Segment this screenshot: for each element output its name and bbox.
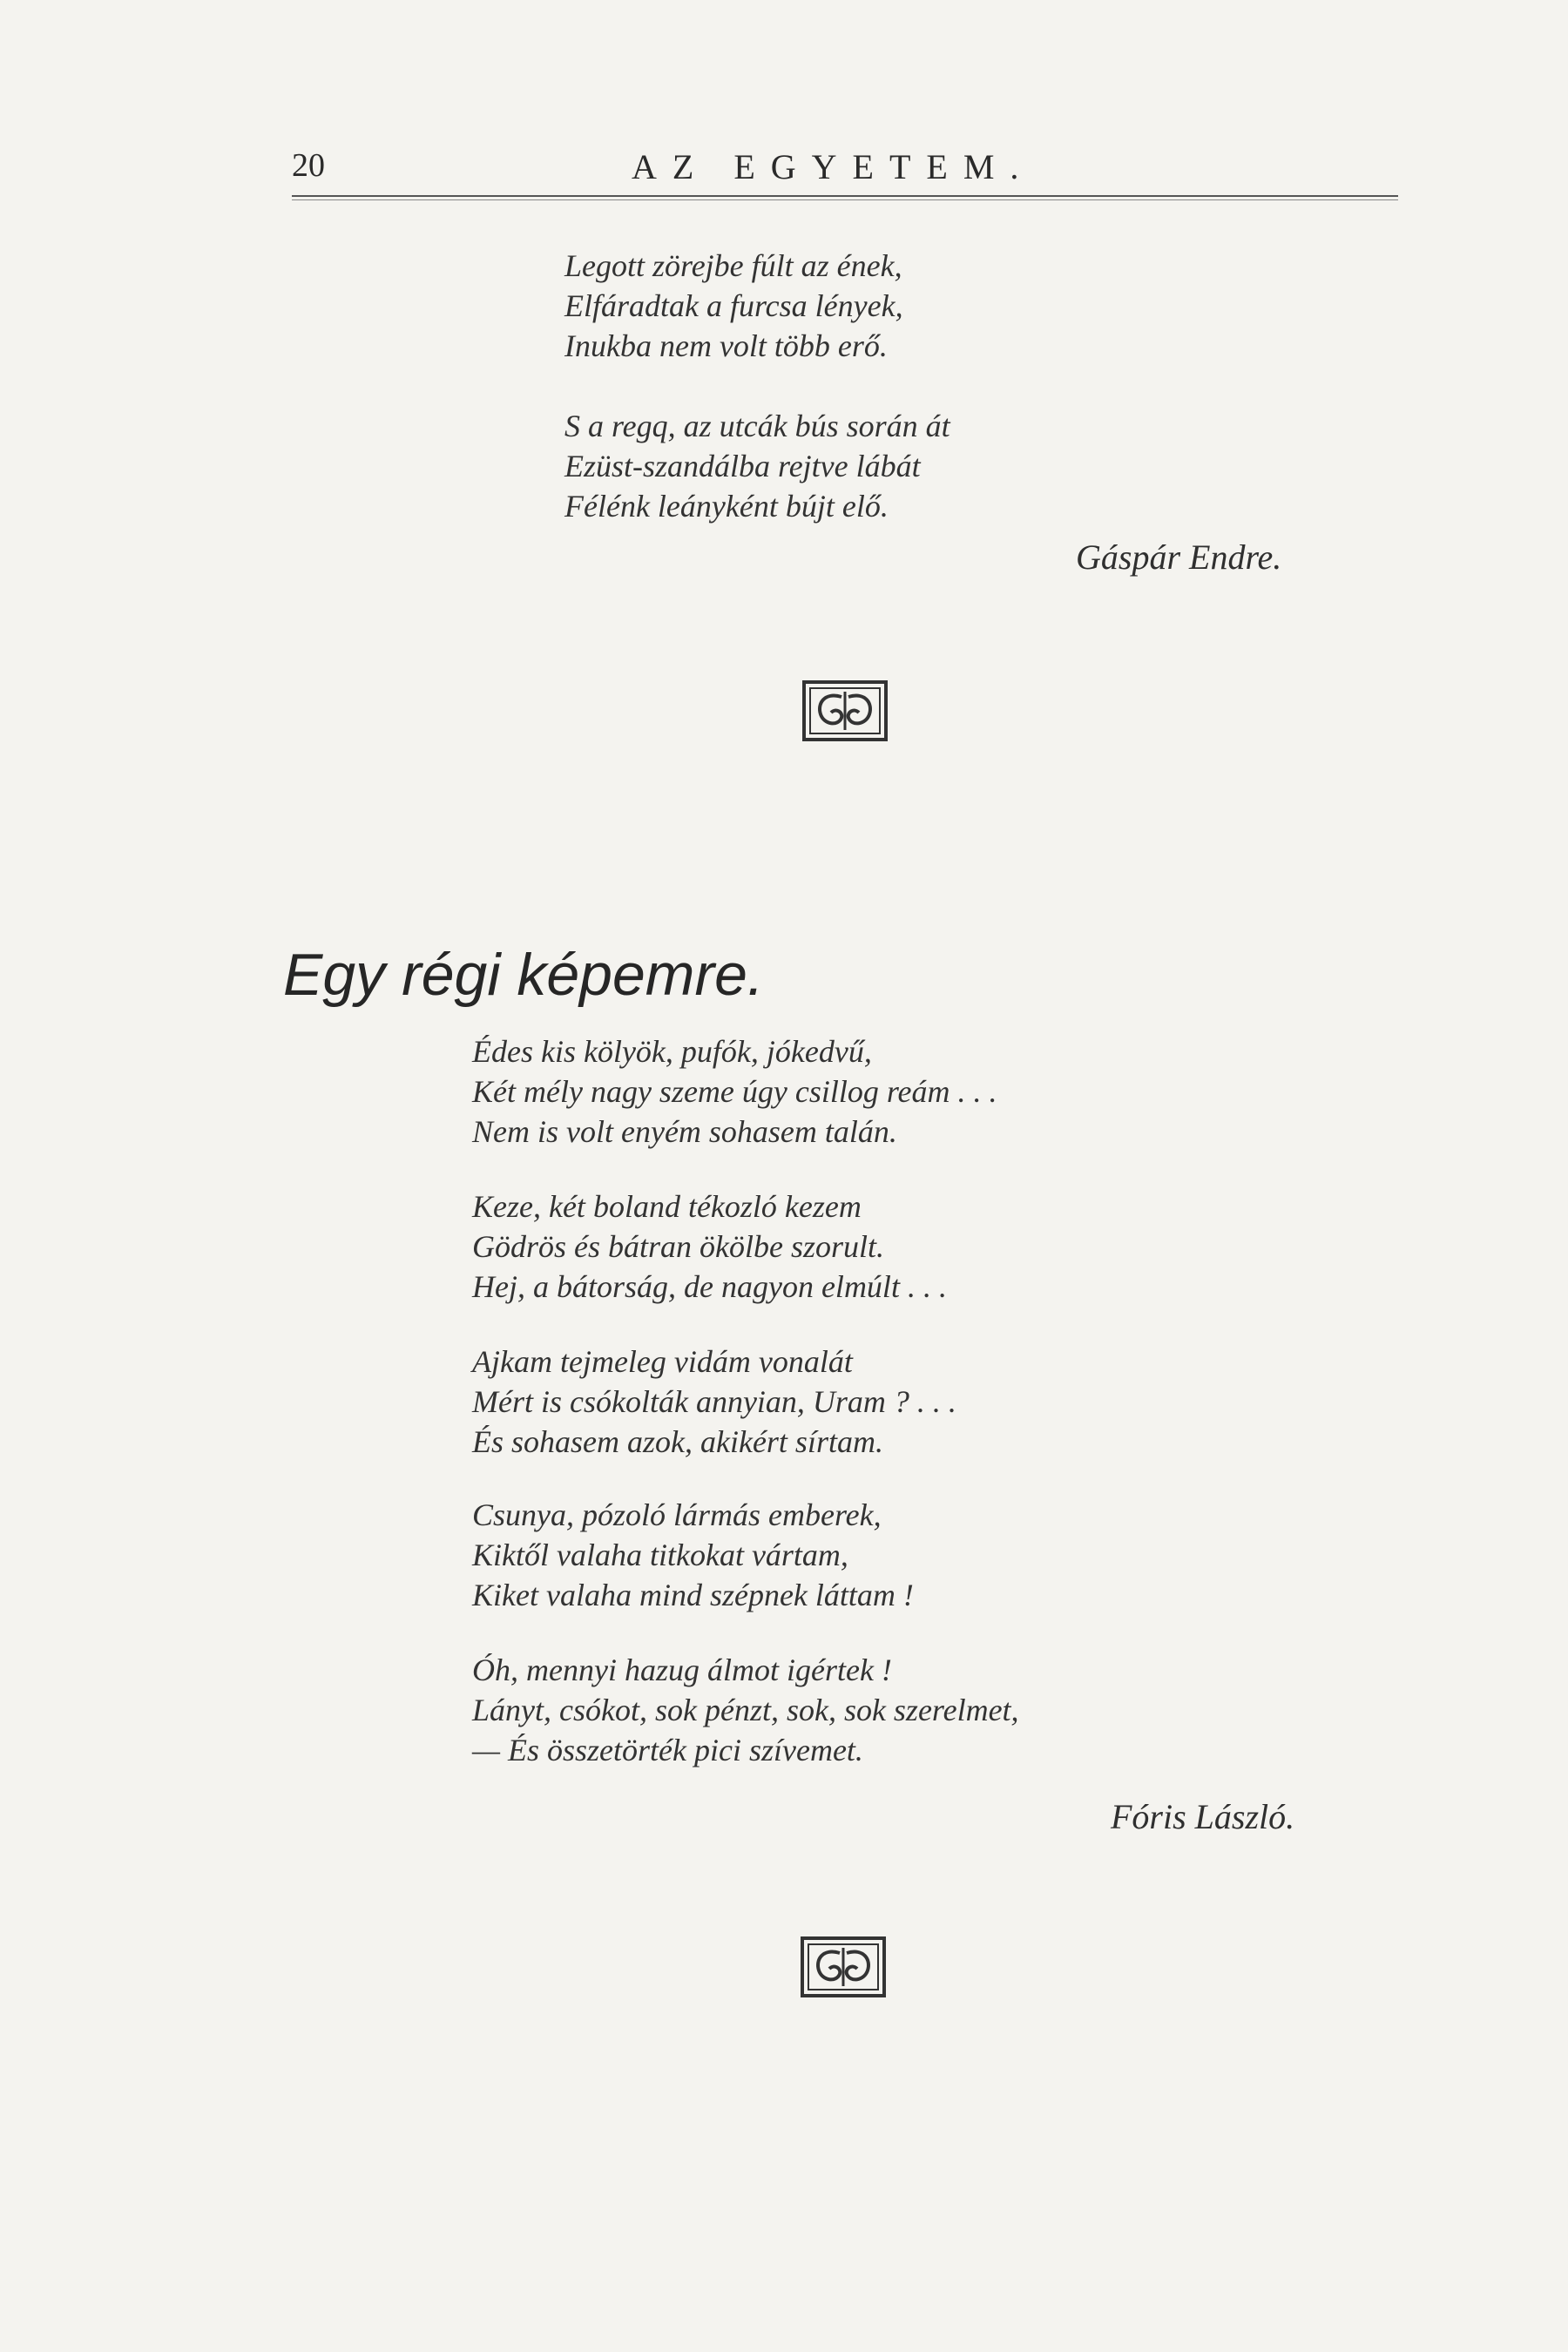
poem-line: Félénk leányként bújt elő. bbox=[564, 489, 889, 524]
poem-line: Elfáradtak a furcsa lények, bbox=[564, 288, 903, 323]
poem-line: Édes kis kölyök, pufók, jókedvű, bbox=[472, 1034, 872, 1069]
poem2-author: Fóris László. bbox=[1111, 1797, 1295, 1836]
poem-line: És sohasem azok, akikért sírtam. bbox=[472, 1424, 883, 1459]
journal-title: AZ EGYETEM. bbox=[632, 147, 1035, 186]
poem2-stanza-5 bbox=[472, 1650, 1019, 1770]
poem2-stanza-1 bbox=[472, 1031, 997, 1152]
poem-line: Keze, két boland tékozló kezem bbox=[472, 1189, 862, 1224]
running-head bbox=[292, 146, 1398, 199]
art-nouveau-ornament-icon bbox=[801, 679, 889, 742]
poem-line: S a regq, az utcák bús során át bbox=[564, 409, 950, 443]
header-rule-thin bbox=[292, 199, 1398, 200]
poem-line: Csunya, pózoló lármás emberek, bbox=[472, 1497, 882, 1532]
poem-line: Kiket valaha mind szépnek láttam ! bbox=[472, 1578, 914, 1612]
poem-line: Óh, mennyi hazug álmot igértek ! bbox=[472, 1652, 892, 1687]
poem-line: Hej, a bátorság, de nagyon elmúlt . . . bbox=[472, 1269, 947, 1304]
poem-line: Mért is csókolták annyian, Uram ? . . . bbox=[472, 1384, 956, 1419]
header-rule bbox=[292, 195, 1398, 197]
poem2-stanza-2 bbox=[472, 1186, 947, 1307]
poem-line: Ezüst-szandálba rejtve lábát bbox=[564, 449, 921, 483]
poem2-stanza-3 bbox=[472, 1342, 956, 1462]
poem1-stanza-1 bbox=[564, 246, 903, 366]
page-number: 20 bbox=[292, 147, 325, 184]
poem-line: Két mély nagy szeme úgy csillog reám . . . bbox=[472, 1074, 997, 1109]
poem1-author: Gáspár Endre. bbox=[1076, 537, 1282, 577]
poem-line: Legott zörejbe fúlt az ének, bbox=[564, 248, 902, 283]
poem-line: Kiktől valaha titkokat vártam, bbox=[472, 1538, 848, 1572]
poem-line: — És összetörték pici szívemet. bbox=[472, 1733, 863, 1767]
poem2-stanza-4 bbox=[472, 1495, 914, 1615]
poem-line: Inukba nem volt több erő. bbox=[564, 328, 888, 363]
poem1-stanza-2 bbox=[564, 406, 950, 526]
poem-line: Lányt, csókot, sok pénzt, sok, sok szerelmet, bbox=[472, 1693, 1019, 1727]
poem-line: Nem is volt enyém sohasem talán. bbox=[472, 1114, 897, 1149]
art-nouveau-ornament-icon bbox=[800, 1936, 887, 1998]
poem-line: Ajkam tejmeleg vidám vonalát bbox=[472, 1344, 853, 1379]
poem-line: Gödrös és bátran ökölbe szorult. bbox=[472, 1229, 885, 1264]
poem-title: Egy régi képemre. bbox=[283, 942, 764, 1008]
